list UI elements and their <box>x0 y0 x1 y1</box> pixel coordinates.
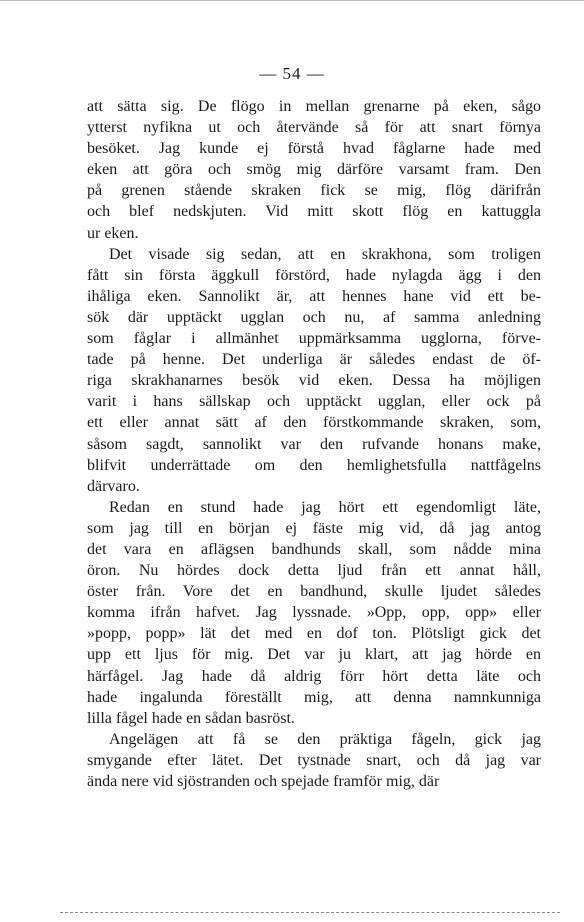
paragraph <box>87 497 541 729</box>
text-line: det vara en aflägsen bandhunds skall, som nådde mina <box>87 540 541 558</box>
text-line: sök där upptäckt ugglan och nu, af samma anledning <box>87 308 541 326</box>
text-line: Angelägen att få se den präktiga fågeln, gick jag <box>109 730 541 748</box>
text-line: »popp, popp» lät det med en dof ton. Plötsligt gick det <box>87 625 541 643</box>
bottom-edge-line <box>60 912 560 913</box>
body-text <box>87 96 541 792</box>
text-line: smygande efter lätet. Det tystnade snart, och då jag var <box>87 751 541 769</box>
text-line: ur eken. <box>87 224 139 242</box>
text-line: eken att göra och smög mig därföre varsamt fram. Den <box>87 161 541 179</box>
text-line: blifvit underrättade om den hemlighetsfulla nattfågelns <box>87 456 541 474</box>
text-line: tade på henne. Det underliga är således endast de öf- <box>87 351 541 369</box>
text-line: på grenen stående skraken fick se mig, flög därifrån <box>87 182 541 200</box>
text-line: att sätta sig. De flögo in mellan grenarne på eken, sågo <box>87 98 541 115</box>
text-line: riga skrakhanarnes besök vid eken. Dessa ha möjligen <box>87 372 541 390</box>
text-line: därvaro. <box>87 477 140 495</box>
text-line: fått sin första äggkull förstörd, hade nylagda ägg i den <box>87 266 541 284</box>
text-line: upp ett ljus för mig. Det var ju klart, att jag hörde en <box>87 646 541 664</box>
text-line: besöket. Jag kunde ej förstå hvad fåglarne hade med <box>87 140 541 158</box>
text-line: och blef nedskjuten. Vid mitt skott flög en kattuggla <box>87 203 541 221</box>
text-line: ihåliga eken. Sannolikt är, att hennes hane vid ett be- <box>87 287 541 305</box>
text-line: öron. Nu hördes dock detta ljud från ett annat håll, <box>87 562 541 580</box>
page-number: — 54 — <box>259 64 325 83</box>
text-line: Det visade sig sedan, att en skrakhona, som troligen <box>109 245 541 263</box>
top-edge-line <box>0 0 584 1</box>
paragraph <box>87 729 541 792</box>
paragraph <box>87 96 541 244</box>
text-line: som fåglar i allmänhet uppmärksamma ugglorna, förve- <box>87 330 541 348</box>
text-line: härfågel. Jag hade då aldrig förr hört detta läte och <box>87 667 541 685</box>
text-line: såsom sagdt, sannolikt var den rufvande honans make, <box>87 435 541 453</box>
text-line: Redan en stund hade jag hört ett egendomligt läte, <box>109 498 541 516</box>
text-line: som jag till en början ej fäste mig vid, då jag antog <box>87 519 541 537</box>
text-line: lilla fågel hade en sådan basröst. <box>87 709 295 727</box>
paragraph <box>87 244 541 497</box>
text-line: ett eller annat sätt af den förstkommande skraken, som, <box>87 414 541 432</box>
text-line: komma ifrån hafvet. Jag lyssnade. »Opp, opp, opp» eller <box>87 604 541 622</box>
text-line: öster från. Vore det en bandhund, skulle ljudet således <box>87 583 541 601</box>
text-line: ända nere vid sjöstranden och spejade framför mig, där <box>87 773 440 790</box>
text-line: hade ingalunda föreställt mig, att denna namnkunniga <box>87 688 541 706</box>
text-line: ytterst nyfikna ut och återvände så för att snart förnya <box>87 119 541 137</box>
text-line: varit i hans sällskap och upptäckt ugglan, eller ock på <box>87 393 541 411</box>
